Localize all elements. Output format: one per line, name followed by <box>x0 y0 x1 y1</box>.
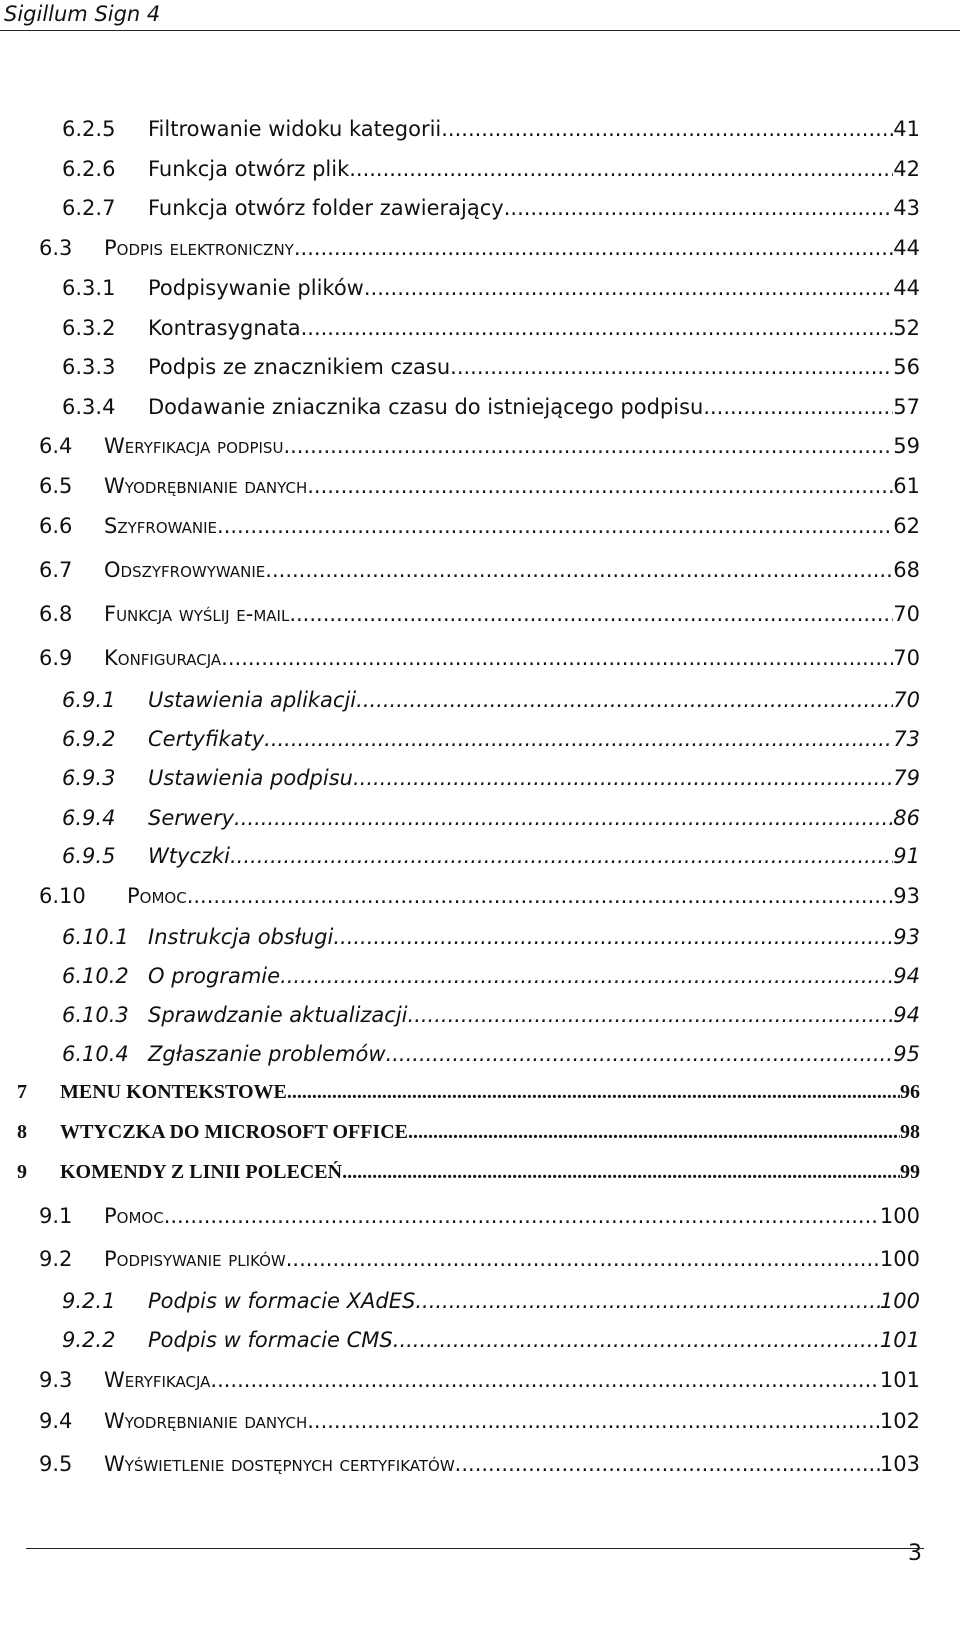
toc-entry-title: Weryfikacja podpisu <box>104 434 284 458</box>
toc-entry-page: 70 <box>893 646 920 670</box>
toc-dot-leader <box>294 236 893 260</box>
toc-entry-title: Podpis elektroniczny <box>104 236 294 260</box>
toc-entry-title: Odszyfrowywanie <box>104 558 266 582</box>
toc-entry-title: Filtrowanie widoku kategorii <box>148 117 442 141</box>
toc-dot-leader <box>342 1161 900 1184</box>
toc-entry-title: Funkcja otwórz plik <box>148 157 350 181</box>
toc-entry[interactable] <box>39 884 920 914</box>
toc-entry[interactable] <box>17 1121 920 1151</box>
toc-entry-page: 41 <box>893 117 920 141</box>
toc-entry[interactable] <box>62 316 920 346</box>
toc-entry[interactable] <box>17 1161 920 1191</box>
toc-entry-page: 59 <box>893 434 920 458</box>
toc-entry-number: 6.3.3 <box>62 355 116 379</box>
toc-entry-title: Podpis ze znacznikiem czasu <box>148 355 451 379</box>
toc-dot-leader <box>504 196 894 220</box>
toc-entry-page: 68 <box>893 558 920 582</box>
toc-entry[interactable] <box>62 688 920 718</box>
toc-entry[interactable] <box>39 514 920 544</box>
toc-entry[interactable] <box>62 1328 920 1358</box>
toc-dot-leader <box>307 1409 880 1433</box>
toc-dot-leader <box>703 395 893 419</box>
toc-entry-number: 6.3.2 <box>62 316 116 340</box>
toc-dot-leader <box>450 355 893 379</box>
toc-entry[interactable] <box>62 1042 920 1072</box>
toc-entry[interactable] <box>62 196 920 226</box>
toc-entry-title: Funkcja wyślij e-mail <box>104 602 290 626</box>
toc-entry[interactable] <box>39 1368 920 1398</box>
toc-entry[interactable] <box>62 355 920 385</box>
toc-entry-number: 9.2.1 <box>62 1289 116 1313</box>
toc-entry[interactable] <box>62 157 920 187</box>
toc-entry[interactable] <box>62 806 920 836</box>
toc-entry-title: Pomoc <box>127 884 187 908</box>
toc-entry-title: Ustawienia podpisu <box>148 766 353 790</box>
toc-entry-page: 79 <box>893 766 920 790</box>
toc-entry-page: 70 <box>893 602 920 626</box>
toc-entry-title: Wyświetlenie dostępnych certyfikatów <box>104 1452 455 1476</box>
toc-dot-leader <box>301 316 894 340</box>
toc-entry-page: 94 <box>893 964 920 988</box>
toc-dot-leader <box>265 558 893 582</box>
toc-entry-number: 9.4 <box>39 1409 73 1433</box>
toc-entry-title: Instrukcja obsługi <box>148 925 334 949</box>
toc-entry-title: Wyodrębnianie danych <box>104 1409 308 1433</box>
toc-entry[interactable] <box>62 727 920 757</box>
toc-entry-title: Wyodrębnianie danych <box>104 474 308 498</box>
toc-dot-leader <box>408 1121 900 1144</box>
toc-entry-title: Serwery <box>148 806 235 830</box>
toc-entry-page: 103 <box>879 1452 920 1476</box>
toc-dot-leader <box>353 766 893 790</box>
toc-entry-number: 9.1 <box>39 1204 73 1228</box>
toc-entry-page: 52 <box>893 316 920 340</box>
toc-entry[interactable] <box>39 1204 920 1234</box>
toc-entry-title: Funkcja otwórz folder zawierający <box>148 196 504 220</box>
toc-entry-title: Podpis w formacie CMS <box>148 1328 393 1352</box>
toc-entry-title: KOMENDY Z LINII POLECEŃ <box>60 1161 343 1183</box>
toc-entry-page: 44 <box>893 276 920 300</box>
toc-entry[interactable] <box>62 1003 920 1033</box>
toc-entry-number: 6.9.4 <box>62 806 116 830</box>
toc-entry[interactable] <box>39 646 920 676</box>
toc-entry-page: 86 <box>893 806 920 830</box>
toc-entry[interactable] <box>17 1081 920 1111</box>
toc-entry-page: 43 <box>893 196 920 220</box>
toc-entry-number: 6.2.6 <box>62 157 116 181</box>
toc-entry-page: 101 <box>879 1368 920 1392</box>
document-header-title: Sigillum Sign 4 <box>4 2 161 26</box>
footer-divider <box>26 1548 924 1549</box>
toc-entry-page: 42 <box>893 157 920 181</box>
toc-entry-number: 6.2.7 <box>62 196 116 220</box>
toc-entry-number: 6.9.1 <box>62 688 116 712</box>
toc-entry[interactable] <box>39 1247 920 1277</box>
toc-entry[interactable] <box>39 602 920 632</box>
toc-entry[interactable] <box>39 434 920 464</box>
toc-entry-title: Pomoc <box>104 1204 164 1228</box>
toc-entry-page: 62 <box>893 514 920 538</box>
toc-entry-page: 93 <box>893 884 920 908</box>
toc-dot-leader <box>221 646 893 670</box>
toc-entry-page: 100 <box>879 1289 920 1313</box>
toc-entry[interactable] <box>39 474 920 504</box>
toc-entry-page: 44 <box>893 236 920 260</box>
toc-entry[interactable] <box>62 395 920 425</box>
toc-entry-number: 8 <box>17 1121 27 1143</box>
toc-entry[interactable] <box>62 276 920 306</box>
toc-entry-number: 6.8 <box>39 602 73 626</box>
toc-entry[interactable] <box>62 925 920 955</box>
toc-entry-page: 102 <box>879 1409 920 1433</box>
toc-entry-title: Dodawanie zniacznika czasu do istniejącego podpisu <box>148 395 704 419</box>
toc-dot-leader <box>333 925 893 949</box>
toc-dot-leader <box>210 1368 880 1392</box>
toc-dot-leader <box>283 434 893 458</box>
toc-entry[interactable] <box>39 1409 920 1439</box>
toc-entry-page: 91 <box>893 844 920 868</box>
toc-dot-leader <box>356 688 893 712</box>
toc-dot-leader <box>164 1204 880 1228</box>
toc-entry-title: WTYCZKA DO MICROSOFT OFFICE <box>60 1121 408 1143</box>
toc-dot-leader <box>393 1328 880 1352</box>
toc-entry-number: 6.9.2 <box>62 727 116 751</box>
page-number: 3 <box>908 1541 922 1566</box>
toc-entry-number: 9 <box>17 1161 27 1183</box>
toc-entry[interactable] <box>39 1452 920 1482</box>
toc-entry-number: 6.10 <box>39 884 86 908</box>
toc-entry-title: Podpisywanie plików <box>148 276 364 300</box>
toc-entry-title: Certyfikaty <box>148 727 265 751</box>
toc-dot-leader <box>415 1289 880 1313</box>
toc-entry[interactable] <box>62 1289 920 1319</box>
toc-entry-page: 96 <box>900 1081 920 1103</box>
toc-entry-page: 100 <box>879 1204 920 1228</box>
toc-entry-page: 95 <box>893 1042 920 1066</box>
toc-dot-leader <box>441 117 893 141</box>
toc-entry-number: 6.9.5 <box>62 844 116 868</box>
toc-entry-page: 101 <box>879 1328 920 1352</box>
toc-dot-leader <box>408 1003 894 1027</box>
toc-entry-number: 6.10.2 <box>62 964 129 988</box>
toc-entry-title: Sprawdzanie aktualizacji <box>148 1003 408 1027</box>
toc-entry-number: 6.10.4 <box>62 1042 129 1066</box>
toc-entry-page: 73 <box>893 727 920 751</box>
toc-dot-leader <box>349 157 893 181</box>
toc-entry-page: 70 <box>893 688 920 712</box>
toc-dot-leader <box>280 964 893 988</box>
toc-entry-page: 61 <box>893 474 920 498</box>
toc-entry-number: 6.6 <box>39 514 73 538</box>
toc-dot-leader <box>364 276 893 300</box>
toc-entry[interactable] <box>62 844 920 874</box>
toc-entry[interactable] <box>39 236 920 266</box>
toc-entry-title: Kontrasygnata <box>148 316 301 340</box>
toc-entry-number: 6.4 <box>39 434 73 458</box>
toc-entry-number: 6.3 <box>39 236 73 260</box>
toc-entry-number: 7 <box>17 1081 27 1103</box>
toc-dot-leader <box>286 1247 880 1271</box>
toc-dot-leader <box>187 884 894 908</box>
toc-entry-number: 6.3.1 <box>62 276 116 300</box>
toc-entry-title: Podpis w formacie XAdES <box>148 1289 416 1313</box>
toc-entry-page: 94 <box>893 1003 920 1027</box>
toc-entry-number: 6.7 <box>39 558 73 582</box>
toc-entry-number: 6.9.3 <box>62 766 116 790</box>
toc-entry[interactable] <box>62 964 920 994</box>
toc-entry-title: O programie <box>148 964 281 988</box>
toc-entry-number: 6.2.5 <box>62 117 116 141</box>
toc-entry-title: Ustawienia aplikacji <box>148 688 357 712</box>
toc-entry-title: Weryfikacja <box>104 1368 211 1392</box>
toc-entry-title: Konfiguracja <box>104 646 222 670</box>
toc-dot-leader <box>234 806 893 830</box>
toc-dot-leader <box>217 514 893 538</box>
toc-entry-number: 6.10.3 <box>62 1003 129 1027</box>
toc-entry-page: 98 <box>900 1121 920 1143</box>
toc-entry-number: 6.3.4 <box>62 395 116 419</box>
toc-entry[interactable] <box>39 558 920 588</box>
toc-entry-page: 56 <box>893 355 920 379</box>
toc-entry-number: 9.3 <box>39 1368 73 1392</box>
toc-entry-page: 57 <box>893 395 920 419</box>
toc-entry-number: 9.2.2 <box>62 1328 116 1352</box>
toc-entry-page: 100 <box>879 1247 920 1271</box>
toc-entry-number: 6.5 <box>39 474 73 498</box>
toc-entry-title: Szyfrowanie <box>104 514 218 538</box>
toc-entry-number: 6.10.1 <box>62 925 129 949</box>
toc-entry-page: 93 <box>893 925 920 949</box>
toc-entry[interactable] <box>62 766 920 796</box>
toc-entry-number: 9.2 <box>39 1247 73 1271</box>
toc-entry[interactable] <box>62 117 920 147</box>
toc-dot-leader <box>287 1081 900 1104</box>
toc-entry-title: Zgłaszanie problemów <box>148 1042 386 1066</box>
toc-dot-leader <box>307 474 893 498</box>
toc-dot-leader <box>455 1452 880 1476</box>
toc-dot-leader <box>289 602 893 626</box>
toc-entry-title: Podpisywanie plików <box>104 1247 286 1271</box>
toc-entry-number: 9.5 <box>39 1452 73 1476</box>
toc-entry-title: MENU KONTEKSTOWE <box>60 1081 287 1103</box>
toc-dot-leader <box>264 727 893 751</box>
toc-dot-leader <box>386 1042 894 1066</box>
toc-entry-page: 99 <box>900 1161 920 1183</box>
toc-entry-number: 6.9 <box>39 646 73 670</box>
toc-dot-leader <box>230 844 893 868</box>
toc-entry-title: Wtyczki <box>148 844 230 868</box>
